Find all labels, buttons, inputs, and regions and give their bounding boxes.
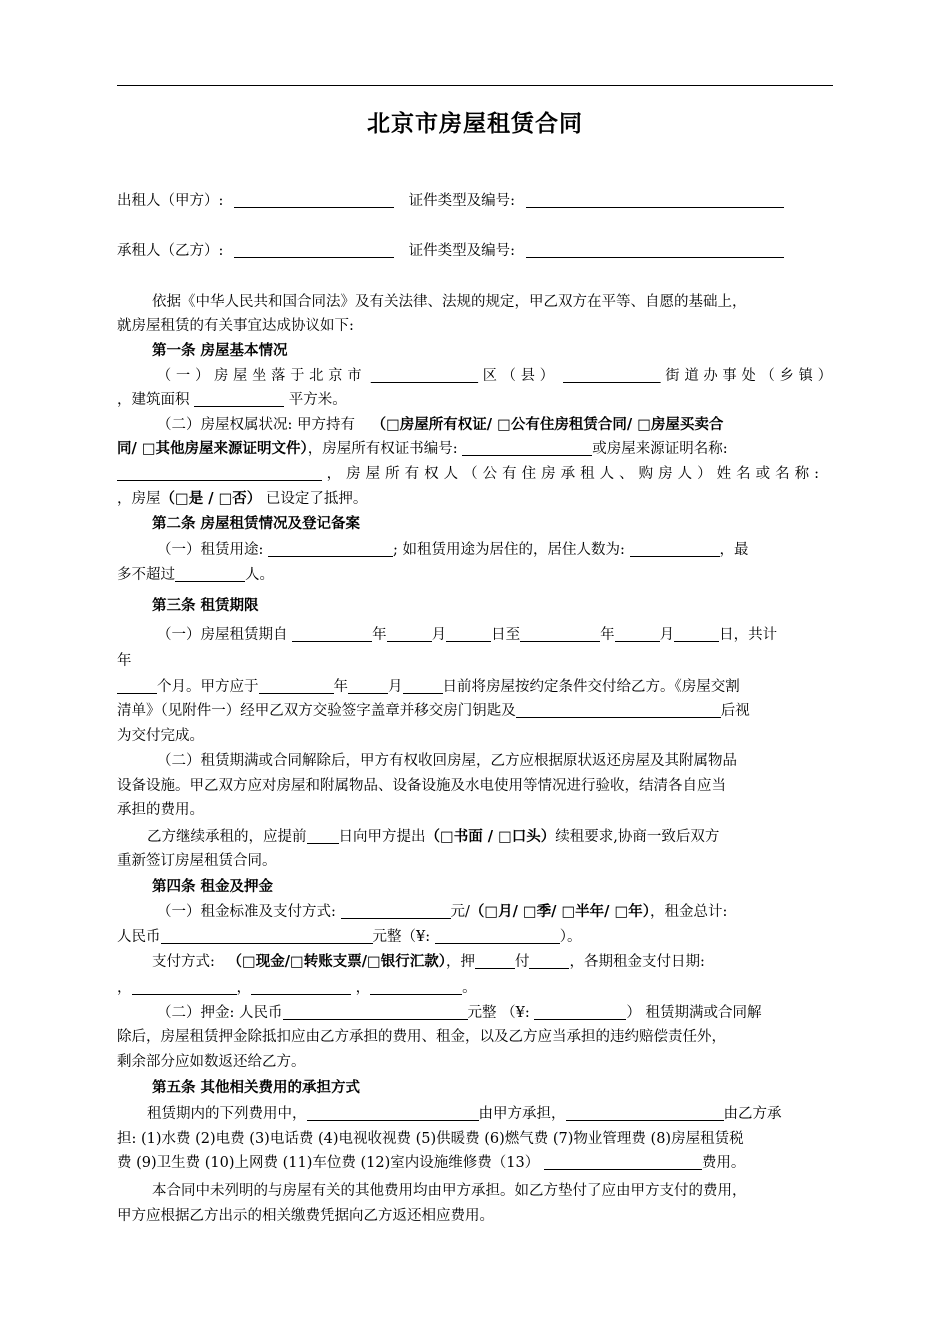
source-doc-field[interactable] (117, 464, 322, 481)
fees-label: 租赁期内的下列费用中， (147, 1106, 307, 1122)
deposit-yen-label: 元整 （¥: (467, 1005, 530, 1021)
delivery-month-field[interactable] (348, 677, 388, 694)
art3-return-line-2: 设备设施。甲乙双方应对房屋和附属物品、设备设施及水电使用等情况进行验收，结清各自应当 (117, 778, 726, 794)
art4-payment-line (152, 951, 705, 973)
art3-term-line (157, 624, 777, 646)
art1-mortgage-line (117, 488, 367, 510)
comma: ， (117, 980, 132, 996)
delivery-tail: 日前将房屋按约定条件交付给乙方。《房屋交割 (442, 679, 740, 695)
year-label: 年 (372, 627, 387, 643)
lessor-fees-label: 由甲方承担， (478, 1106, 566, 1122)
year-label: 年 (600, 627, 615, 643)
article-5-heading: 第五条 其他相关费用的承担方式 (152, 1079, 361, 1096)
art5-fees-line (147, 1103, 782, 1125)
ownership-options-cont[interactable]: 同/ □其他房屋来源证明文件） (117, 440, 308, 457)
art1-owner-line (117, 463, 824, 485)
lessor-id-label: 证件类型及编号: (408, 193, 515, 209)
comma: ， (355, 980, 371, 996)
deposit-tail: ） 租赁期满或合同解 (626, 1005, 762, 1021)
article-4-heading: 第四条 租金及押金 (152, 878, 274, 895)
art1-area-line (117, 389, 347, 411)
pay-date-3-field[interactable] (370, 978, 462, 995)
renew-days-field[interactable] (307, 827, 339, 844)
header-rule (117, 85, 833, 86)
lessee-id-field[interactable] (526, 241, 784, 258)
purpose-label: （一）租赁用途: (157, 542, 264, 558)
art3-complete-line: 为交付完成。 (117, 728, 204, 744)
start-day-field[interactable] (446, 625, 491, 642)
rent-total-tail: ）。 (559, 929, 582, 945)
deposit-months-field[interactable] (475, 952, 515, 969)
area-field[interactable] (194, 390, 284, 407)
max-occupants-unit: 人。 (245, 567, 274, 583)
renew-mid: 日向甲方提出 (338, 829, 426, 845)
art3-renew-line (147, 826, 719, 848)
art5-fees-list-1: 担: (1)水费 (2)电费 (3)电话费 (4)电视收视费 (5)供暖费 (6)燃气费 (7)物业管理费 (8)房屋租赁税 (117, 1131, 744, 1147)
lessee-label: 承租人（乙方）: (117, 243, 224, 259)
district-field[interactable] (371, 366, 478, 383)
area-label: ，建筑面积 (117, 392, 190, 408)
art4-dates-line (117, 977, 477, 999)
art5-other-line-2: 甲方应根据乙方出示的相关缴费凭据向乙方返还相应费用。 (117, 1208, 494, 1224)
district-label: 区（县） (482, 368, 559, 384)
art1-location-label: （一）房屋坐落于北京市 (157, 368, 367, 384)
rent-label: （一）租金标准及支付方式: (157, 904, 336, 920)
lessee-fees-label: 由乙方承 (723, 1106, 782, 1122)
delivery-day-field[interactable] (403, 677, 443, 694)
article-2-heading: 第二条 房屋租赁情况及登记备案 (152, 515, 361, 532)
cert-number-label: ，房屋所有权证书编号: (307, 441, 458, 457)
pay-months-field[interactable] (529, 952, 569, 969)
subdistrict-field[interactable] (563, 366, 661, 383)
rent-total-yen-field[interactable] (435, 927, 560, 944)
renew-tail: 续租要求,协商一致后双方 (555, 829, 720, 845)
payment-date-label: ，各期租金支付日期: (569, 954, 705, 970)
deposit-amount-field[interactable] (283, 1003, 468, 1020)
handover-field[interactable] (516, 701, 721, 718)
art1-location-line (157, 365, 837, 387)
art2-purpose-line (157, 539, 749, 561)
pay-date-2-field[interactable] (251, 978, 351, 995)
art4-deposit-line (157, 1002, 761, 1024)
handover-label: 清单》（见附件一）经甲乙双方交验签字盖章并移交房门钥匙及 (117, 703, 516, 719)
period: 。 (462, 980, 477, 996)
subdistrict-label: 街道办事处（乡镇） (665, 368, 837, 384)
rent-total-label: ，租金总计: (649, 904, 728, 920)
source-doc-label: 或房屋来源证明名称: (592, 441, 728, 457)
renew-options[interactable]: （□书面 / □口头） (425, 828, 556, 845)
document-title: 北京市房屋租赁合同 (367, 110, 583, 137)
lessor-label: 出租人（甲方）: (117, 193, 224, 209)
art4-deposit-line-3: 剩余部分应如数返还给乙方。 (117, 1054, 306, 1070)
article-1-heading: 第一条 房屋基本情况 (152, 342, 288, 359)
fees-list-text: 费 (9)卫生费 (10)上网费 (11)车位费 (12)室内设施维修费（13） (117, 1155, 540, 1171)
article-3-heading: 第三条 租赁期限 (152, 597, 259, 614)
deposit-label: （二）押金: 人民币 (157, 1005, 283, 1021)
rent-amount-field[interactable] (341, 902, 451, 919)
art1-cert-line (117, 438, 728, 460)
rent-period-options[interactable]: （□月/ □季/ □半年/ □年） (469, 903, 650, 920)
art4-total-line (117, 926, 581, 948)
delivery-label: 个月。甲方应于 (157, 679, 259, 695)
months-field[interactable] (117, 677, 157, 694)
end-year-field[interactable] (520, 625, 600, 642)
month-label: 月 (431, 627, 447, 643)
lessee-id-label: 证件类型及编号: (408, 243, 515, 259)
payment-label: 支付方式: (152, 954, 215, 970)
mortgage-tail: 已设定了抵押。 (265, 491, 368, 507)
lessee-name-field[interactable] (234, 241, 394, 258)
delivery-year-field[interactable] (259, 677, 334, 694)
occupants-tail: ，最 (719, 542, 749, 558)
ownership-options[interactable]: （□房屋所有权证/ □公有住房租赁合同/ □房屋买卖合 (371, 416, 724, 433)
art3-return-line-1: （二）租赁期满或合同解除后，甲方有权收回房屋，乙方应根据原状返还房屋及其附属物品 (157, 753, 737, 769)
renew-label: 乙方继续承租的，应提前 (147, 829, 307, 845)
pay-date-1-field[interactable] (132, 978, 237, 995)
rmb-label: 人民币 (117, 929, 161, 945)
comma: ， (236, 980, 251, 996)
art4-deposit-line-2: 除后，房屋租赁押金除抵扣应由乙方承担的费用、租金，以及乙方应当承担的违约赔偿责任外， (117, 1029, 726, 1045)
intro-line-2: 就房屋租赁的有关事宜达成协议如下: (117, 318, 354, 334)
occupants-label: ; 如租赁用途为居住的，居住人数为: (393, 542, 625, 558)
lessor-line (117, 190, 784, 212)
purpose-field[interactable] (268, 540, 393, 557)
start-month-field[interactable] (387, 625, 432, 642)
deposit-yen-field[interactable] (534, 1003, 626, 1020)
art3-delivery-line (117, 676, 740, 698)
art5-fees-list-2 (117, 1152, 745, 1174)
handover-tail: 后视 (720, 703, 750, 719)
other-fee-field[interactable] (544, 1153, 702, 1170)
lessee-fees-field[interactable] (566, 1104, 724, 1121)
lessee-line (117, 240, 784, 262)
year-label: 年 (333, 679, 348, 695)
max-occupants-label: 多不超过 (117, 567, 175, 583)
owner-name-label: ，房屋所有权人（公有住房承租人、购房人）姓名或名称: (326, 466, 824, 482)
month-label: 月 (388, 679, 403, 695)
rent-total-yen-label: 元整（¥: (372, 929, 431, 945)
term-from-label: （一）房屋租赁期自 (157, 627, 288, 643)
art2-max-line (117, 564, 274, 586)
payment-options[interactable]: （□现金/□转账支票/□银行汇款） (227, 953, 446, 970)
area-unit: 平方米。 (288, 392, 347, 408)
art3-handover-line (117, 700, 750, 722)
month-label: 月 (659, 627, 675, 643)
day-to-label: 日至 (491, 627, 521, 643)
art3-nian-line: 年 (117, 653, 132, 669)
rent-total-field[interactable] (161, 927, 373, 944)
lessor-id-field[interactable] (526, 191, 784, 208)
intro-line-1: 依据《中华人民共和国合同法》及有关法律、法规的规定，甲乙双方在平等、自愿的基础上， (152, 294, 747, 310)
lessor-fees-field[interactable] (307, 1104, 479, 1121)
end-day-field[interactable] (674, 625, 719, 642)
art5-other-line-1: 本合同中未列明的与房屋有关的其他费用均由甲方承担。如乙方垫付了应由甲方支付的费用， (152, 1183, 747, 1199)
start-year-field[interactable] (292, 625, 372, 642)
rent-unit: 元/ (450, 904, 470, 920)
art3-return-line-3: 承担的费用。 (117, 802, 204, 818)
max-occupants-field[interactable] (175, 565, 245, 582)
ownership-label: （二）房屋权属状况: 甲方持有 (157, 417, 355, 433)
deposit-months-label: ，押 (445, 954, 475, 970)
occupants-field[interactable] (630, 540, 720, 557)
lessor-name-field[interactable] (234, 191, 394, 208)
end-month-field[interactable] (615, 625, 660, 642)
mortgage-label: ，房屋 (117, 491, 161, 507)
art4-rent-line (157, 901, 727, 923)
fees-tail: 费用。 (701, 1155, 746, 1171)
day-total-label: 日，共计 (719, 627, 778, 643)
art1-ownership-line (157, 414, 723, 436)
pay-months-label: 付 (514, 954, 530, 970)
cert-number-field[interactable] (462, 439, 592, 456)
art3-renew-line-2: 重新签订房屋租赁合同。 (117, 853, 277, 869)
mortgage-options[interactable]: （□是 / □否） (160, 490, 262, 507)
